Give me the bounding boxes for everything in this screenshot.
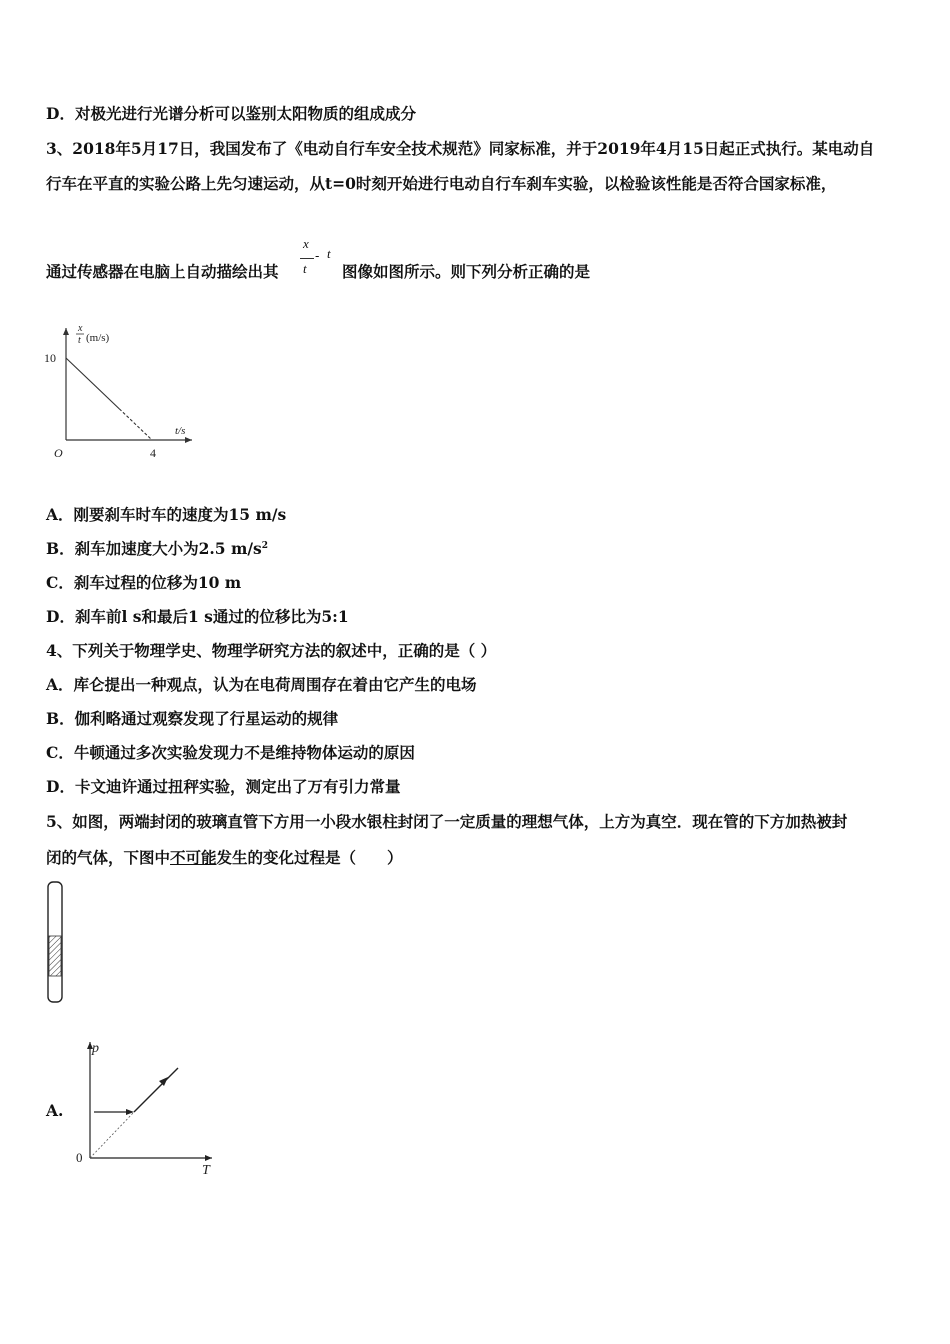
q5-stem-line2-post: 发生的变化过程是（ ） [216, 848, 403, 867]
q3-y-label-den: t [78, 335, 81, 346]
q3-data-line-solid [66, 358, 119, 409]
q5-option-a-label: A. [46, 1101, 64, 1120]
pt-y-label: p [92, 1041, 99, 1056]
q3-data-line-dashed [119, 409, 152, 440]
q3-option-a: A．刚要刹车时车的速度为15 m/s [46, 505, 287, 524]
q5-stem-line2 [46, 846, 403, 868]
q4-option-b: B．伽利略通过观察发现了行星运动的规律 [46, 709, 339, 728]
pt-dashed-extension [90, 1112, 134, 1158]
q4-stem: 4、下列关于物理学史、物理学研究方法的叙述中，正确的是（ ） [46, 641, 497, 660]
q5-stem-line2-pre: 闭的气体，下图中 [46, 848, 171, 867]
q3-option-b-text: B．刹车加速度大小为2.5 m/s [46, 539, 262, 558]
q4-option-d: D．卡文迪许通过扭秤实验，测定出了万有引力常量 [46, 777, 401, 796]
pt-isochoric-segment [134, 1068, 178, 1112]
frac-denominator: t [303, 261, 307, 276]
q3-xt-t-graph [40, 318, 210, 468]
q3-x-tick-4: 4 [150, 446, 156, 460]
q5-stem-underline: 不可能 [170, 848, 217, 867]
pt-isochoric-arrow [159, 1077, 168, 1086]
q4-option-a: A．库仑提出一种观点，认为在电荷周围存在着由它产生的电场 [46, 675, 477, 694]
frac-bar [300, 258, 314, 259]
q3-y-axis-arrow [63, 328, 69, 335]
q3-option-c: C．刹车过程的位移为10 m [46, 573, 242, 592]
frac-dash: - [315, 249, 320, 264]
q3-origin-label: O [54, 446, 63, 460]
q3-fraction-x-over-t [298, 236, 338, 282]
q3-stem-line3-pre: 通过传感器在电脑上自动描绘出其 [46, 262, 279, 281]
q3-y-tick-10: 10 [44, 351, 56, 365]
q3-stem-line3-post: 图像如图所示。则下列分析正确的是 [342, 262, 591, 281]
pt-x-label: T [202, 1163, 210, 1178]
q3-stem-line2: 行车在平直的实验公路上先匀速运动，从t=0时刻开始进行电动自行车刹车实验，以检验该性能是否符合国家标准， [46, 174, 837, 193]
frac-t: t [327, 246, 331, 261]
q4-option-c: C．牛顿通过多次实验发现力不是维持物体运动的原因 [46, 743, 415, 762]
q3-y-unit: (m/s) [86, 332, 110, 344]
q3-option-d: D．刹车前l s和最后1 s通过的位移比为5:1 [46, 607, 349, 626]
pt-isobaric-arrow [126, 1109, 134, 1115]
q3-option-b [46, 537, 268, 559]
q5-stem-line1: 5、如图，两端封闭的玻璃直管下方用一小段水银柱封闭了一定质量的理想气体，上方为真空．现在管的下方加热被封 [46, 812, 848, 831]
q3-y-label-num: x [78, 323, 83, 334]
q3-x-axis-arrow [185, 437, 192, 443]
mercury-column [49, 936, 61, 976]
frac-numerator: x [303, 236, 309, 251]
pt-x-axis-arrow [205, 1155, 212, 1161]
pt-origin-label: 0 [76, 1150, 83, 1165]
q3-x-label: t/s [175, 425, 186, 437]
q5-glass-tube-figure [44, 880, 68, 1006]
q2-option-d: D．对极光进行光谱分析可以鉴别太阳物质的组成成分 [46, 104, 416, 123]
q5-option-a-pt-graph [70, 1036, 230, 1181]
q3-option-b-sup: 2 [261, 540, 269, 551]
q3-stem-line1: 3、2018年5月17日，我国发布了《电动自行车安全技术规范》同家标准，并于2019年4月15日起正式执行。某电动自 [46, 139, 875, 158]
